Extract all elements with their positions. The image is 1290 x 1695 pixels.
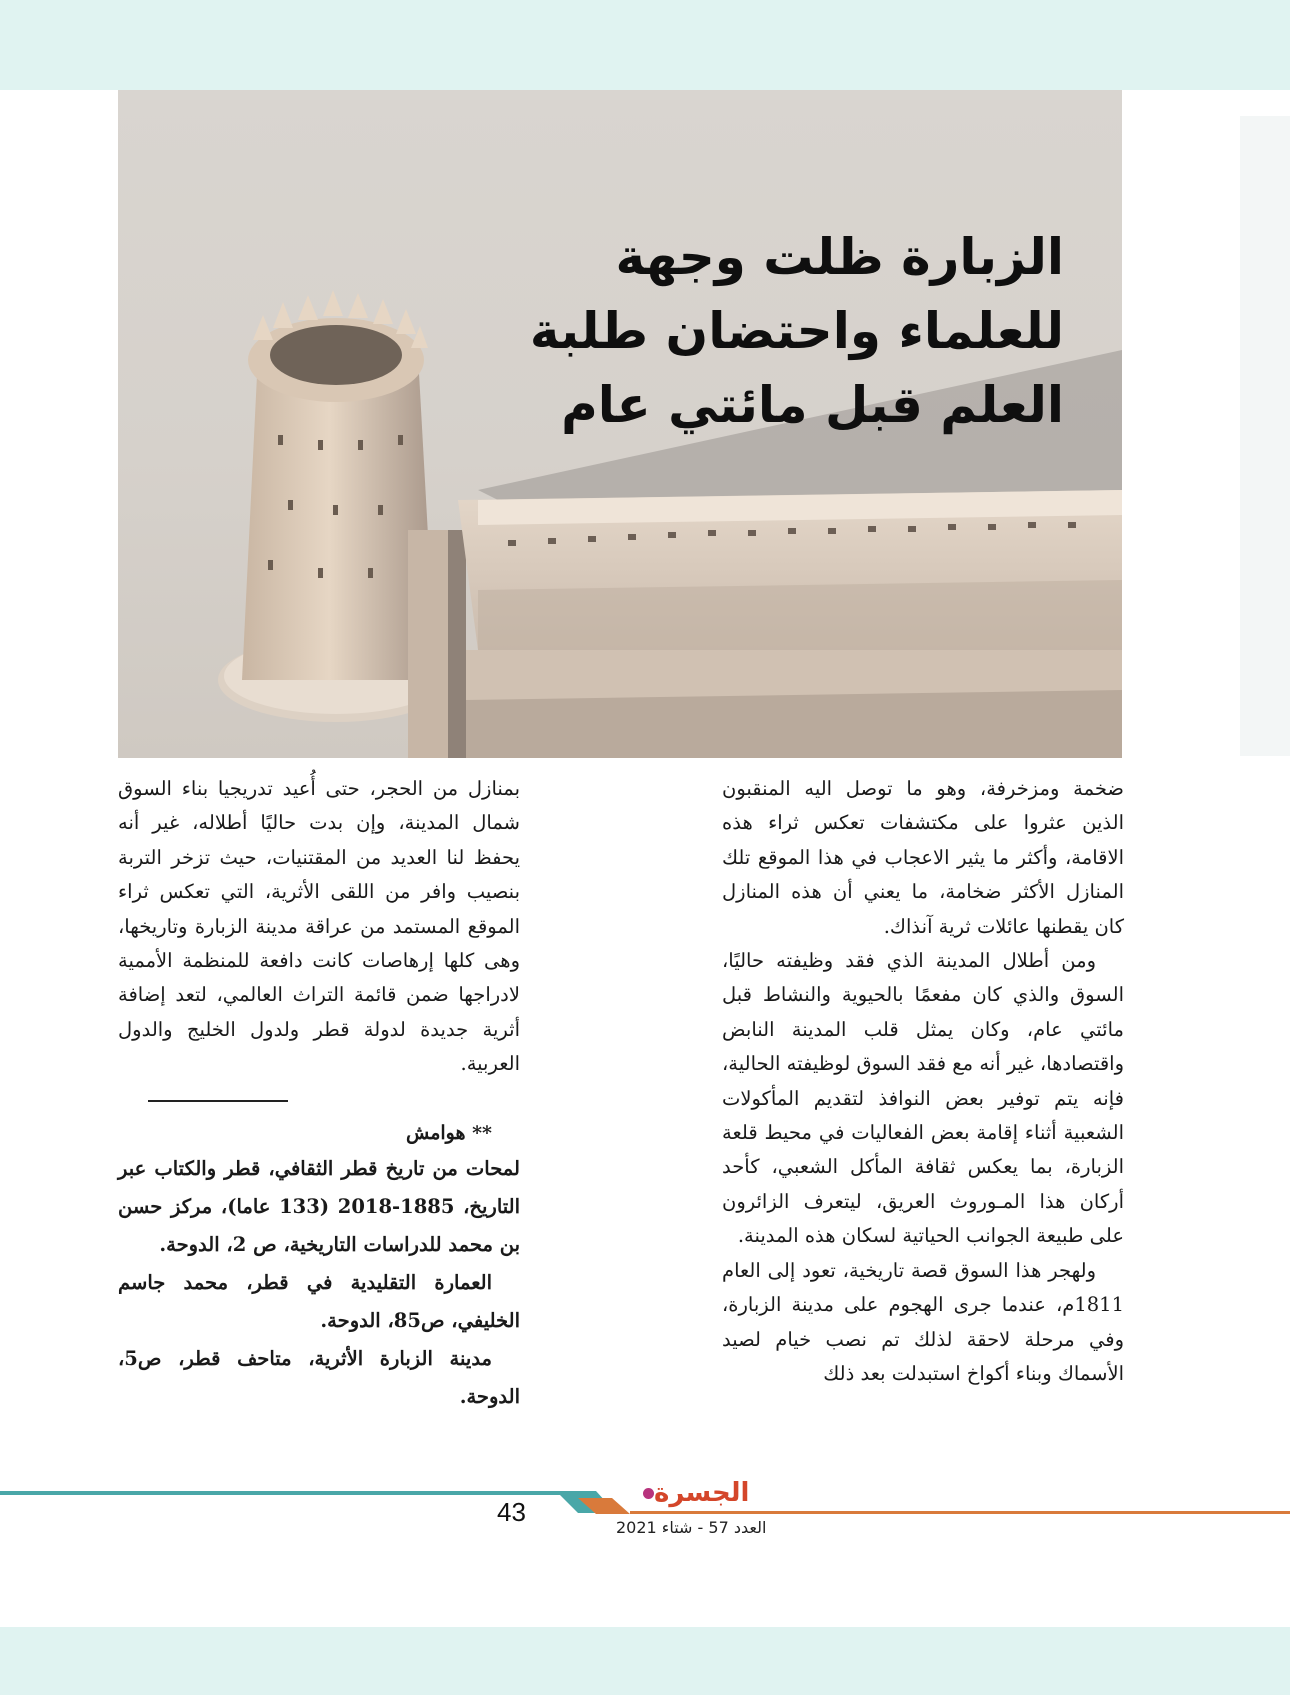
- magazine-logo: [640, 1478, 749, 1508]
- hero-photo: [118, 90, 1122, 758]
- headline-line: الزبارة ظلت وجهة: [615, 228, 1064, 286]
- body-paragraph: ضخمة ومزخرفة، وهو ما توصل اليه المنقبون الذين عثروا على مكتشفات تعكس ثراء هذه الاقامة، وأكثر ما يثير الاعجاب في هذا الموقع تلك المنازل الأكثر ضخامة، ما يعني أن هذه المنازل كان يقطنها عائلات ثرية آنذاك.: [722, 777, 1124, 938]
- issue-info: العدد 57 - شتاء 2021: [616, 1518, 767, 1537]
- body-paragraph: ومن أطلال المدينة الذي فقد وظيفته حاليًا، السوق والذي كان مفعمًا بالحيوية والنشاط قبل مائتي عام، وكان يمثل قلب المدينة النابض واقتصادها، غير أنه مع فقد السوق لوظيفته الحالية، فإنه يتم توفير بعض النوافذ لتقديم المأكولات الشعبية أثناء إقامة بعض الفعاليات في محيط قلعة الزبارة، بما يعكس ثقافة المأكل الشعبي، كأحد أركان هذا المـوروث العريق، ليتعرف الزائرون على طبيعة الجوانب الحياتية لسكان هذه المدينة.: [722, 949, 1124, 1248]
- article-headline: [364, 220, 1064, 442]
- body-paragraph: بمنازل من الحجر، حتى أُعيد تدريجيا بناء السوق شمال المدينة، وإن بدت حاليًا أطلاله، غير أنه يحفظ لنا العديد من المقتنيات، حيث تزخر التربة بنصيب وافر من اللقى الأثرية، التي تعكس ثراء الموقع المستمد من عراقة مدينة الزبارة وتاريخها، وهى كلها إرهاصات كانت دافعة للمنظمة الأممية لادراجها ضمن قائمة التراث العالمي، لتعد إضافة أثرية جديدة لدولة قطر ولدول الخليج والدول العربية.: [118, 777, 520, 1076]
- footnote-divider: [148, 1100, 288, 1102]
- article-column-left: [118, 772, 520, 1416]
- logo-dot-icon: [643, 1488, 654, 1499]
- footer-accent-shape: [556, 1488, 636, 1518]
- bottom-decorative-band: [0, 1627, 1290, 1695]
- footnote: مدينة الزبارة الأثرية، متاحف قطر، ص5، الدوحة.: [118, 1347, 520, 1409]
- headline-line: للعلماء واحتضان طلبة: [529, 302, 1064, 360]
- body-paragraph: ولهجر هذا السوق قصة تاريخية، تعود إلى العام 1811م، عندما جرى الهجوم على مدينة الزبارة، وفي مرحلة لاحقة لذلك تم نصب خيام لصيد الأسماك وبناء أكواخ استبدلت بعد ذلك: [722, 1258, 1124, 1385]
- side-decorative-strip: [1240, 116, 1290, 756]
- page-number: 43: [497, 1497, 526, 1527]
- logo-text: الجسرة: [654, 1478, 750, 1508]
- article-column-right: [722, 772, 1124, 1391]
- top-decorative-band: [0, 0, 1290, 90]
- footnotes-heading: ** هوامش: [405, 1121, 492, 1144]
- footnote: لمحات من تاريخ قطر الثقافي، قطر والكتاب عبر التاريخ، 1885-2018 (133 عاما)، مركز حسن بن محمد للدراسات التاريخية، ص 2، الدوحة.: [118, 1157, 521, 1257]
- headline-line: العلم قبل مائتي عام: [561, 376, 1064, 434]
- footnote: العمارة التقليدية في قطر، محمد جاسم الخليفي، ص85، الدوحة.: [118, 1271, 520, 1333]
- footer-orange-line: [630, 1511, 1290, 1514]
- footer-teal-line: [0, 1491, 560, 1495]
